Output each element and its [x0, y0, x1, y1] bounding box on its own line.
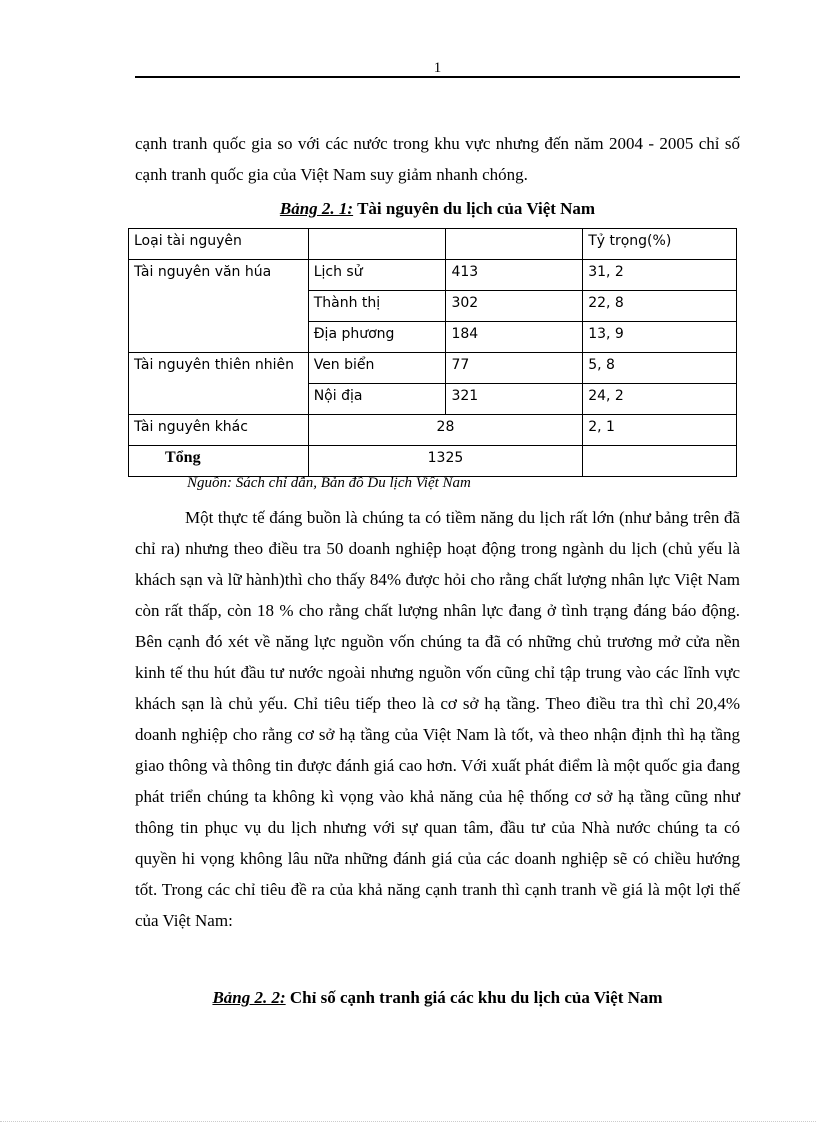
intro-paragraph: cạnh tranh quốc gia so với các nước trong khu vực nhưng đến năm 2004 - 2005 chỉ số cạnh tranh quốc gia của Việt Nam suy giảm nhanh chóng.: [135, 134, 740, 184]
share-cell: 31, 2: [583, 260, 737, 291]
sub-type-cell: Địa phương: [308, 322, 446, 353]
table1-source: Nguồn: Sách chỉ dẫn, Bản đồ Du lịch Việt Nam: [187, 475, 471, 491]
header-rule: [135, 76, 740, 78]
count-cell: 302: [446, 291, 583, 322]
share-cell: 13, 9: [583, 322, 737, 353]
total-share: [583, 446, 737, 477]
count-cell: 28: [308, 415, 583, 446]
page-bottom-border: [0, 1121, 816, 1122]
table1-caption-title: Tài nguyên du lịch của Việt Nam: [357, 199, 596, 218]
table-row: [129, 260, 737, 291]
table1-caption-label: Bảng 2. 1:: [279, 199, 354, 218]
table-header-row: [129, 229, 737, 260]
table-row: [129, 353, 737, 384]
table2-caption: [135, 988, 740, 1008]
sub-type-cell: Nội địa: [308, 384, 446, 415]
tourism-resources-table: [128, 228, 737, 477]
header-cell-sub: [308, 229, 446, 260]
share-cell: 24, 2: [583, 384, 737, 415]
count-cell: 77: [446, 353, 583, 384]
group-nature: Tài nguyên thiên nhiên: [129, 353, 309, 415]
count-cell: 184: [446, 322, 583, 353]
header-cell-type: Loại tài nguyên: [129, 229, 309, 260]
table1-caption: [135, 199, 740, 219]
share-cell: 22, 8: [583, 291, 737, 322]
table2-caption-title: Chỉ số cạnh tranh giá các khu du lịch của Việt Nam: [289, 988, 663, 1007]
page-number: 1: [433, 60, 442, 76]
sub-type-cell: Ven biển: [308, 353, 446, 384]
table-row: [129, 415, 737, 446]
group-other: Tài nguyên khác: [129, 415, 309, 446]
sub-type-cell: Lịch sử: [308, 260, 446, 291]
sub-type-cell: Thành thị: [308, 291, 446, 322]
share-cell: 2, 1: [583, 415, 737, 446]
group-culture: Tài nguyên văn húa: [129, 260, 309, 353]
table-total-row: [129, 446, 737, 477]
body-paragraph: Một thực tế đáng buồn là chúng ta có tiềm năng du lịch rất lớn (như bảng trên đã chỉ ra) nhưng theo điều tra 50 doanh nghiệp hoạt động trong ngành du lịch (chủ yếu là khách sạn và lữ hành)thì cho thấy 84% được hỏi cho rằng chất lượng nhân lực Việt Nam còn rất thấp, còn 18 % cho rằng chất lượng nhân lực đang ở tình trạng đáng báo động. Bên cạnh đó xét về năng lực nguồn vốn chúng ta đã có những chủ trương mở cửa nền kinh tế thu hút đầu tư nước ngoài nhưng nguồn vốn cũng chỉ tập trung vào các lĩnh vực khách sạn là chủ yếu. Chỉ tiêu tiếp theo là cơ sở hạ tầng. Theo điều tra thì chỉ 20,4% doanh nghiệp cho rằng cơ sở hạ tầng của Việt Nam là tốt, và theo nhận định thì hạ tầng giao thông và thông tin được đánh giá cao hơn. Với xuất phát điểm là một quốc gia đang phát triển chúng ta không kì vọng vào khả năng của hệ thống cơ sở hạ tầng cũng như thông tin phục vụ du lịch nhưng với sự quan tâm, đầu tư của Nhà nước chúng ta có quyền hi vọng không lâu nữa những đánh giá của các doanh nghiệp sẽ có chiều hướng tốt. Trong các chỉ tiêu đề ra của khả năng cạnh tranh thì cạnh tranh về giá là một lợi thế của Việt Nam:: [135, 508, 740, 930]
count-cell: 413: [446, 260, 583, 291]
header-cell-share: Tỷ trọng(%): [583, 229, 737, 260]
table2-caption-label: Bảng 2. 2:: [212, 988, 286, 1007]
total-label: Tổng: [129, 446, 309, 477]
count-cell: 321: [446, 384, 583, 415]
total-count: 1325: [308, 446, 583, 477]
share-cell: 5, 8: [583, 353, 737, 384]
header-cell-count: [446, 229, 583, 260]
